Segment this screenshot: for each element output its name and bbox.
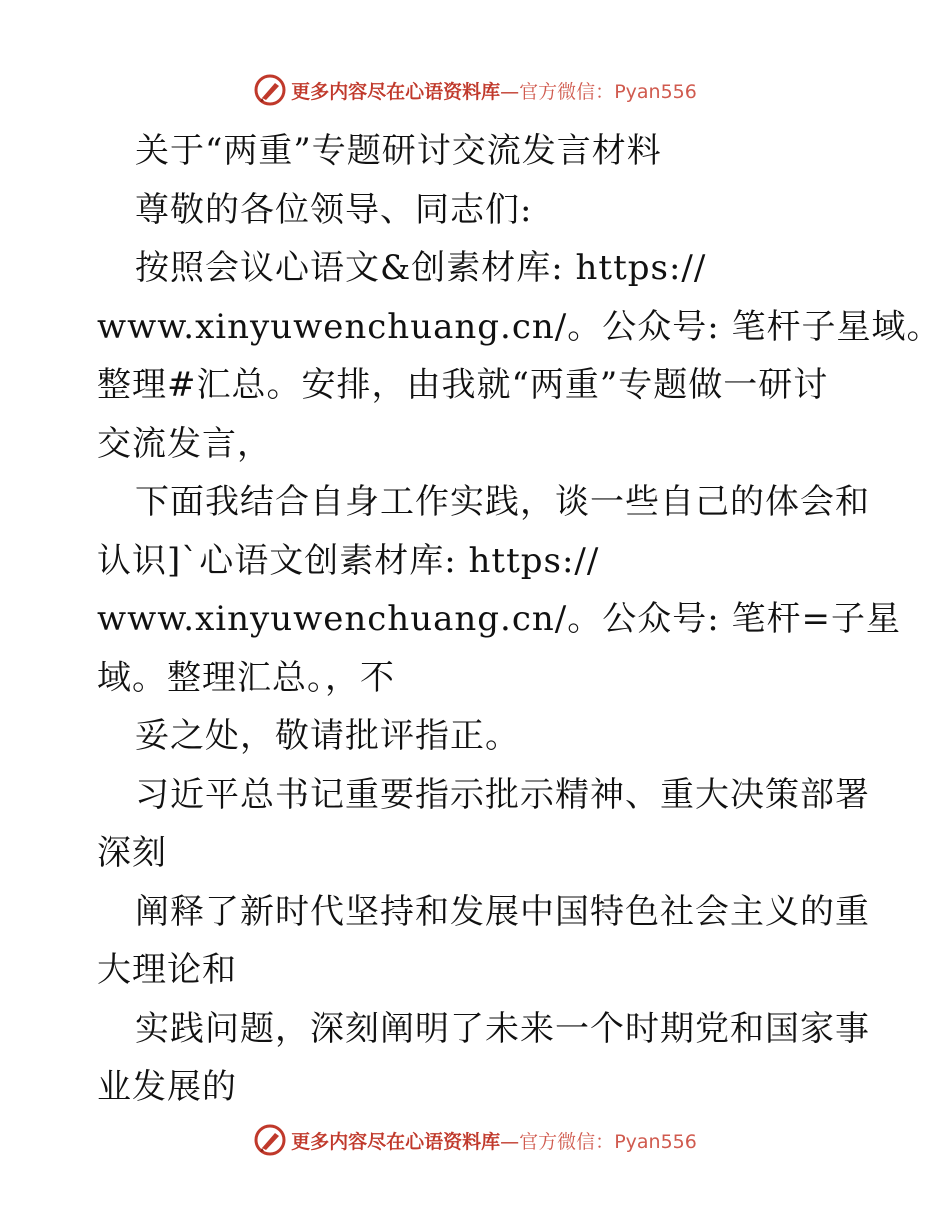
pen-logo-icon bbox=[253, 73, 287, 107]
paragraph-line: www.xinyuwenchuang.cn/。公众号: 笔杆=子星 bbox=[97, 599, 901, 639]
paragraph-line: 域。整理汇总。，不 bbox=[97, 657, 395, 698]
paragraph-line: 按照会议心语文&创素材库: https:// bbox=[135, 248, 707, 288]
banner-dash: — bbox=[500, 1130, 520, 1153]
paragraph-line: 下面我结合自身工作实践，谈一些自己的体会和 bbox=[135, 482, 870, 522]
paragraph-line: 习近平总书记重要指示批示精神、重大决策部署 bbox=[135, 774, 870, 815]
banner-title: 更多内容尽在心语资料库 bbox=[291, 1130, 501, 1153]
pen-logo-icon bbox=[253, 1123, 287, 1157]
banner-title: 更多内容尽在心语资料库 bbox=[291, 80, 501, 103]
paragraph-line: 认识]`心语文创素材库: https:// bbox=[97, 540, 600, 581]
header-watermark-banner bbox=[0, 70, 950, 110]
paragraph-line: 阐释了新时代坚持和发展中国特色社会主义的重 bbox=[135, 891, 870, 932]
banner-wechat-label: 官方微信： bbox=[519, 1130, 615, 1153]
paragraph-line: 深刻 bbox=[97, 833, 167, 873]
paragraph-line: www.xinyuwenchuang.cn/。公众号: 笔杆子星域。 bbox=[97, 306, 942, 347]
paragraph-line: 交流发言， bbox=[97, 423, 272, 464]
banner-dash: — bbox=[500, 80, 520, 103]
salutation: 尊敬的各位领导、同志们: bbox=[135, 189, 533, 230]
paragraph-line: 业发展的 bbox=[97, 1067, 237, 1107]
paragraph-line: 整理#汇总。安排，由我就“两重”专题做一研讨 bbox=[97, 365, 829, 405]
paragraph-line: 实践问题，深刻阐明了未来一个时期党和国家事 bbox=[135, 1008, 870, 1049]
paragraph-line: 大理论和 bbox=[97, 950, 237, 990]
banner-text bbox=[291, 77, 697, 104]
banner-wechat-label: 官方微信： bbox=[519, 80, 615, 103]
banner-wechat-id: Pyan556 bbox=[614, 1130, 697, 1153]
footer-watermark-banner bbox=[0, 1120, 950, 1160]
banner-text bbox=[291, 1127, 697, 1154]
banner-wechat-id: Pyan556 bbox=[614, 80, 697, 103]
paragraph-line: 妥之处，敬请批评指正。 bbox=[135, 716, 520, 756]
document-body bbox=[97, 122, 942, 1117]
document-title: 关于“两重”专题研讨交流发言材料 bbox=[135, 131, 662, 171]
